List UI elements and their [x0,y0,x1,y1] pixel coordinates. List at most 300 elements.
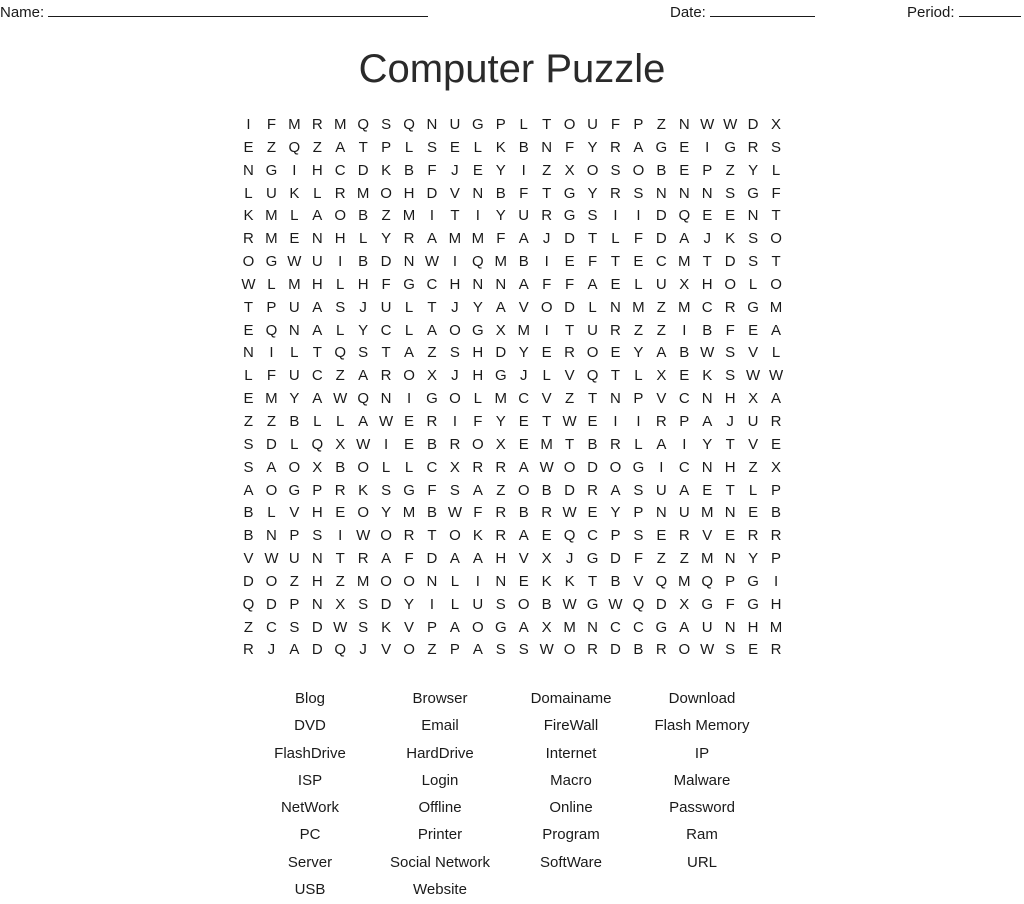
grid-letter[interactable]: R [610,435,621,453]
grid-letter[interactable]: A [358,412,369,430]
grid-letter[interactable]: F [633,230,643,248]
grid-letter[interactable]: N [724,550,736,568]
grid-letter[interactable]: Q [586,367,599,385]
grid-letter[interactable]: F [565,275,575,293]
grid-letter[interactable]: D [564,481,576,499]
grid-letter[interactable]: A [289,641,300,659]
grid-letter[interactable]: H [770,595,782,613]
grid-letter[interactable]: N [380,390,392,408]
grid-letter[interactable]: D [426,184,438,202]
grid-letter[interactable]: R [495,527,507,545]
grid-letter[interactable]: N [311,550,323,568]
grid-letter[interactable]: G [472,116,484,133]
grid-letter[interactable]: R [472,458,484,476]
grid-letter[interactable]: L [358,230,368,248]
grid-letter[interactable]: E [404,435,415,453]
grid-letter[interactable]: G [403,481,415,499]
grid-letter[interactable]: M [769,298,783,316]
grid-letter[interactable]: K [381,161,392,179]
grid-letter[interactable]: O [586,161,599,179]
grid-letter[interactable]: L [634,275,643,293]
grid-letter[interactable]: C [701,298,713,316]
grid-letter[interactable]: E [243,321,254,339]
grid-letter[interactable]: N [288,321,300,339]
grid-letter[interactable]: A [312,298,323,316]
grid-letter[interactable]: S [518,641,529,659]
grid-letter[interactable]: I [429,595,435,613]
grid-letter[interactable]: S [587,207,598,225]
grid-letter[interactable]: Y [381,230,392,248]
grid-letter[interactable]: O [472,435,484,453]
grid-letter[interactable]: I [452,412,457,430]
grid-letter[interactable]: D [311,641,323,659]
grid-letter[interactable]: D [357,161,369,179]
grid-letter[interactable]: Y [495,412,506,430]
grid-letter[interactable]: E [404,412,415,430]
grid-letter[interactable]: L [634,435,643,453]
grid-letter[interactable]: M [402,207,416,225]
grid-letter[interactable]: P [381,138,392,156]
grid-letter[interactable]: I [338,527,343,545]
grid-letter[interactable]: W [562,504,577,522]
grid-letter[interactable]: P [633,116,644,133]
grid-letter[interactable]: V [541,390,552,408]
grid-letter[interactable]: X [679,275,690,293]
grid-letter[interactable]: A [495,298,506,316]
grid-letter[interactable]: U [288,550,300,568]
grid-letter[interactable]: G [403,275,415,293]
grid-letter[interactable]: I [636,412,641,430]
grid-letter[interactable]: A [312,390,323,408]
grid-letter[interactable]: G [265,161,278,179]
grid-letter[interactable]: F [381,275,391,293]
grid-letter[interactable]: R [770,641,782,659]
grid-letter[interactable]: A [426,230,437,248]
grid-letter[interactable]: J [519,367,528,385]
grid-letter[interactable]: D [265,595,277,613]
grid-letter[interactable]: V [243,550,254,568]
grid-letter[interactable]: K [541,572,552,590]
grid-letter[interactable]: A [679,230,690,248]
grid-letter[interactable]: H [472,367,484,385]
grid-letter[interactable]: B [610,572,621,590]
grid-letter[interactable]: G [701,595,714,613]
grid-letter[interactable]: Y [495,161,506,179]
grid-letter[interactable]: L [244,367,253,385]
grid-letter[interactable]: S [771,138,782,156]
grid-letter[interactable]: T [702,253,712,271]
grid-letter[interactable]: T [427,527,437,545]
grid-letter[interactable]: Y [518,344,529,362]
grid-letter[interactable]: Z [542,161,552,179]
grid-letter[interactable]: Y [748,550,759,568]
grid-letter[interactable]: N [724,618,736,636]
grid-letter[interactable]: T [725,481,735,499]
grid-letter[interactable]: R [655,641,667,659]
grid-letter[interactable]: P [289,595,300,613]
date-blank-line[interactable] [710,2,815,17]
grid-letter[interactable]: Q [242,595,255,613]
grid-letter[interactable]: J [703,230,711,248]
grid-letter[interactable]: P [702,161,713,179]
grid-letter[interactable]: U [288,367,300,385]
grid-letter[interactable]: R [610,184,621,202]
grid-letter[interactable]: S [312,527,323,545]
grid-letter[interactable]: V [449,184,460,202]
grid-letter[interactable]: G [724,138,736,156]
grid-letter[interactable]: I [292,161,297,179]
grid-letter[interactable]: M [288,275,301,293]
grid-letter[interactable]: A [771,390,782,408]
grid-letter[interactable]: R [243,230,254,248]
grid-letter[interactable]: K [725,230,736,248]
grid-letter[interactable]: R [449,435,461,453]
grid-letter[interactable]: X [679,595,690,613]
grid-letter[interactable]: B [771,504,782,522]
period-blank-line[interactable] [959,2,1021,17]
grid-letter[interactable]: E [748,504,759,522]
grid-letter[interactable]: G [563,207,576,225]
grid-letter[interactable]: L [588,298,597,316]
grid-letter[interactable]: I [246,116,251,133]
grid-letter[interactable]: B [335,458,346,476]
grid-letter[interactable]: H [472,344,484,362]
grid-letter[interactable]: A [472,481,483,499]
grid-letter[interactable]: L [748,481,758,499]
grid-letter[interactable]: W [723,116,738,133]
grid-letter[interactable]: B [702,321,713,339]
grid-letter[interactable]: B [518,138,529,156]
grid-letter[interactable]: Z [243,412,254,430]
grid-letter[interactable]: N [678,116,690,133]
grid-letter[interactable]: S [358,344,369,362]
grid-letter[interactable]: N [472,275,484,293]
grid-letter[interactable]: E [702,207,713,225]
grid-letter[interactable]: L [244,184,253,202]
grid-letter[interactable]: M [517,321,530,339]
grid-letter[interactable]: L [771,344,781,362]
grid-letter[interactable]: Z [243,618,254,636]
grid-letter[interactable]: F [519,184,529,202]
name-blank-line[interactable] [48,2,428,17]
grid-letter[interactable]: Z [679,550,689,568]
grid-letter[interactable]: O [449,321,461,339]
grid-letter[interactable]: F [473,412,483,430]
grid-letter[interactable]: Q [678,207,691,225]
grid-letter[interactable]: U [747,412,759,430]
grid-letter[interactable]: N [426,572,438,590]
grid-letter[interactable]: V [748,344,759,362]
grid-letter[interactable]: F [633,550,643,568]
grid-letter[interactable]: S [449,481,460,499]
grid-letter[interactable]: Z [266,138,276,156]
grid-letter[interactable]: H [724,458,736,476]
grid-letter[interactable]: E [243,390,254,408]
grid-letter[interactable]: L [290,207,299,225]
grid-letter[interactable]: H [311,504,323,522]
grid-letter[interactable]: N [655,504,667,522]
grid-letter[interactable]: S [243,435,254,453]
grid-letter[interactable]: A [472,550,483,568]
grid-letter[interactable]: T [542,116,552,133]
grid-letter[interactable]: D [495,344,507,362]
grid-letter[interactable]: A [518,230,529,248]
grid-letter[interactable]: H [747,618,759,636]
grid-letter[interactable]: C [678,390,690,408]
grid-letter[interactable]: A [518,527,529,545]
grid-letter[interactable]: A [679,481,690,499]
grid-letter[interactable]: C [334,161,346,179]
grid-letter[interactable]: A [381,550,392,568]
grid-letter[interactable]: M [448,230,462,248]
grid-letter[interactable]: S [610,161,621,179]
grid-letter[interactable]: M [678,572,691,590]
grid-letter[interactable]: I [682,435,687,453]
grid-letter[interactable]: R [655,412,667,430]
grid-letter[interactable]: U [311,253,323,271]
grid-letter[interactable]: V [518,550,529,568]
grid-letter[interactable]: D [564,230,576,248]
grid-letter[interactable]: O [403,367,415,385]
grid-letter[interactable]: L [336,321,345,339]
grid-letter[interactable]: M [563,618,576,636]
grid-letter[interactable]: Z [335,572,345,590]
grid-letter[interactable]: C [518,390,530,408]
grid-letter[interactable]: N [610,390,621,408]
grid-letter[interactable]: R [403,230,415,248]
grid-letter[interactable]: Z [656,298,666,316]
grid-letter[interactable]: K [495,138,506,156]
grid-letter[interactable]: L [542,367,551,385]
grid-letter[interactable]: J [451,161,459,179]
grid-letter[interactable]: L [404,298,414,316]
grid-letter[interactable]: V [633,572,644,590]
grid-letter[interactable]: D [655,207,667,225]
grid-letter[interactable]: R [357,550,369,568]
grid-letter[interactable]: I [384,435,389,453]
grid-letter[interactable]: L [267,504,276,522]
grid-letter[interactable]: N [747,207,759,225]
grid-letter[interactable]: S [289,618,300,636]
grid-letter[interactable]: U [449,116,461,133]
grid-letter[interactable]: O [380,572,392,590]
grid-letter[interactable]: R [311,116,323,133]
grid-letter[interactable]: T [450,207,460,225]
grid-letter[interactable]: T [610,367,621,385]
grid-letter[interactable]: I [682,321,687,339]
grid-letter[interactable]: B [289,412,300,430]
grid-letter[interactable]: O [449,390,461,408]
grid-letter[interactable]: A [518,458,529,476]
grid-letter[interactable]: L [473,390,483,408]
grid-letter[interactable]: W [562,412,577,430]
grid-letter[interactable]: L [336,412,345,430]
grid-letter[interactable]: E [771,435,782,453]
grid-letter[interactable]: U [701,618,713,636]
grid-letter[interactable]: N [311,230,323,248]
grid-letter[interactable]: O [609,458,622,476]
grid-letter[interactable]: X [335,435,346,453]
grid-letter[interactable]: Q [288,138,301,156]
grid-letter[interactable]: S [748,253,759,271]
grid-letter[interactable]: Z [335,367,345,385]
grid-letter[interactable]: N [426,116,438,133]
grid-letter[interactable]: B [426,435,437,453]
grid-letter[interactable]: O [770,230,782,248]
grid-letter[interactable]: L [519,116,528,133]
grid-letter[interactable]: B [495,184,506,202]
grid-letter[interactable]: B [541,481,552,499]
grid-letter[interactable]: W [356,435,371,453]
grid-letter[interactable]: C [380,321,392,339]
grid-letter[interactable]: Z [656,550,666,568]
grid-letter[interactable]: E [633,253,644,271]
grid-letter[interactable]: R [380,367,392,385]
grid-letter[interactable]: Y [472,298,483,316]
grid-letter[interactable]: R [495,504,507,522]
grid-letter[interactable]: C [311,367,323,385]
grid-letter[interactable]: X [771,458,782,476]
grid-letter[interactable]: G [563,184,576,202]
grid-letter[interactable]: M [769,618,783,636]
grid-letter[interactable]: L [290,435,299,453]
grid-letter[interactable]: G [586,550,599,568]
grid-letter[interactable]: O [403,572,415,590]
grid-letter[interactable]: Z [312,138,322,156]
grid-letter[interactable]: Q [701,572,714,590]
grid-letter[interactable]: V [656,390,667,408]
grid-letter[interactable]: Q [403,116,415,133]
grid-letter[interactable]: K [702,367,713,385]
grid-letter[interactable]: D [380,595,392,613]
grid-letter[interactable]: M [494,253,508,271]
grid-letter[interactable]: N [541,138,553,156]
grid-letter[interactable]: E [679,161,690,179]
grid-letter[interactable]: D [655,230,667,248]
grid-letter[interactable]: D [426,550,438,568]
grid-letter[interactable]: D [564,298,576,316]
grid-letter[interactable]: Z [427,344,437,362]
grid-letter[interactable]: P [449,641,460,659]
grid-letter[interactable]: D [610,641,621,659]
grid-letter[interactable]: I [773,572,779,590]
grid-letter[interactable]: Z [289,572,299,590]
grid-letter[interactable]: M [288,116,301,133]
grid-letter[interactable]: L [634,367,643,385]
grid-letter[interactable]: G [747,595,759,613]
grid-letter[interactable]: O [563,458,576,476]
grid-letter[interactable]: A [312,321,323,339]
grid-letter[interactable]: W [700,116,715,133]
grid-letter[interactable]: X [312,458,323,476]
grid-letter[interactable]: V [289,504,300,522]
grid-letter[interactable]: B [358,253,369,271]
grid-letter[interactable]: A [702,412,713,430]
grid-letter[interactable]: M [356,572,370,590]
grid-letter[interactable]: T [312,344,322,362]
grid-letter[interactable]: N [265,527,277,545]
grid-letter[interactable]: E [541,527,552,545]
grid-letter[interactable]: B [633,641,644,659]
grid-letter[interactable]: O [540,298,553,316]
grid-letter[interactable]: E [518,572,529,590]
grid-letter[interactable]: P [312,481,323,499]
grid-letter[interactable]: R [610,321,621,339]
grid-letter[interactable]: R [495,458,507,476]
grid-letter[interactable]: Z [496,481,506,499]
grid-letter[interactable]: Q [311,435,324,453]
grid-letter[interactable]: H [701,275,713,293]
grid-letter[interactable]: I [452,253,457,271]
grid-letter[interactable]: N [610,298,621,316]
grid-letter[interactable]: F [427,481,437,499]
grid-letter[interactable]: S [358,618,369,636]
grid-letter[interactable]: E [748,321,759,339]
grid-letter[interactable]: E [449,138,460,156]
grid-letter[interactable]: L [404,458,414,476]
grid-letter[interactable]: N [701,458,713,476]
grid-letter[interactable]: T [358,138,368,156]
grid-letter[interactable]: F [266,367,276,385]
grid-letter[interactable]: S [426,138,437,156]
grid-letter[interactable]: V [404,618,415,636]
grid-letter[interactable]: I [659,458,664,476]
grid-letter[interactable]: I [429,207,435,225]
grid-letter[interactable]: V [748,435,759,453]
grid-letter[interactable]: E [679,138,690,156]
grid-letter[interactable]: W [539,641,554,659]
grid-letter[interactable]: M [678,298,691,316]
grid-letter[interactable]: E [472,161,483,179]
grid-letter[interactable]: E [748,641,759,659]
grid-letter[interactable]: G [586,595,599,613]
grid-letter[interactable]: A [633,138,644,156]
grid-letter[interactable]: W [333,618,348,636]
grid-letter[interactable]: X [495,321,506,339]
grid-letter[interactable]: O [380,527,392,545]
grid-letter[interactable]: X [564,161,575,179]
grid-letter[interactable]: A [266,458,277,476]
grid-letter[interactable]: I [269,344,274,362]
grid-letter[interactable]: P [633,504,644,522]
grid-letter[interactable]: Y [587,184,598,202]
grid-letter[interactable]: A [771,321,782,339]
grid-letter[interactable]: W [241,275,256,293]
grid-letter[interactable]: O [770,275,782,293]
grid-letter[interactable]: L [381,458,391,476]
grid-letter[interactable]: E [656,527,667,545]
grid-letter[interactable]: I [636,207,641,225]
grid-letter[interactable]: C [632,618,644,636]
grid-letter[interactable]: Y [702,435,713,453]
grid-letter[interactable]: X [426,367,437,385]
grid-letter[interactable]: O [357,458,369,476]
grid-letter[interactable]: F [725,321,735,339]
grid-letter[interactable]: I [705,138,710,156]
grid-letter[interactable]: D [655,595,667,613]
grid-letter[interactable]: R [587,641,598,659]
grid-letter[interactable]: N [472,184,484,202]
grid-letter[interactable]: F [473,504,483,522]
grid-letter[interactable]: E [289,230,300,248]
grid-letter[interactable]: R [541,207,553,225]
grid-letter[interactable]: Y [381,504,392,522]
grid-letter[interactable]: D [311,618,323,636]
grid-letter[interactable]: M [678,253,691,271]
grid-letter[interactable]: I [338,253,343,271]
grid-letter[interactable]: A [449,550,460,568]
grid-letter[interactable]: Q [265,321,278,339]
